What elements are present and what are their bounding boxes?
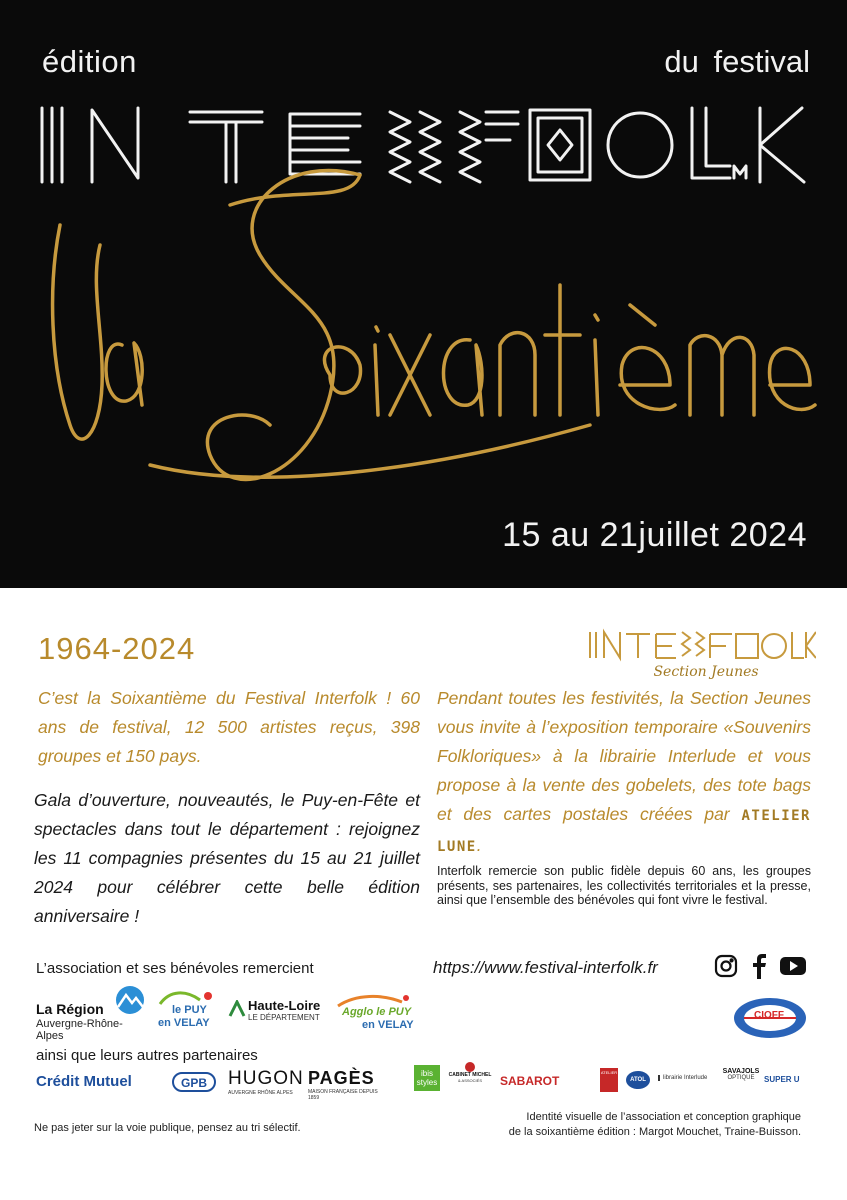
facebook-icon[interactable] bbox=[750, 953, 768, 984]
hugon-name: HUGON bbox=[228, 1068, 304, 1089]
hugon-logo bbox=[228, 1068, 304, 1100]
michel-name: CABINET MICHEL bbox=[448, 1072, 492, 1078]
cioff-name: CIOFF bbox=[754, 1010, 784, 1021]
credits-line-1: Identité visuelle de l’association et conception graphique bbox=[526, 1111, 801, 1123]
savajols-sub: OPTIQUE bbox=[727, 1075, 755, 1081]
puy-en-velay-logo bbox=[156, 988, 220, 1032]
atelier-logo bbox=[600, 1068, 618, 1092]
ibis-styles-logo bbox=[414, 1065, 440, 1091]
pages-sub: MAISON FRANÇAISE DEPUIS 1859 bbox=[308, 1089, 378, 1101]
atol-logo bbox=[626, 1071, 650, 1089]
section-jeunes-text: Pendant toutes les festivités, la Section Jeunes vous invite à l’exposition temporaire «Souvenirs Folkloriques» à la librairie Interlude et vous propose à la vente des gobelets, des tote bags et des cartes postales créées par bbox=[437, 688, 811, 824]
atelier-lune-name: ATELIER LUNE bbox=[437, 808, 811, 855]
michel-mark bbox=[465, 1062, 475, 1072]
youtube-icon[interactable] bbox=[780, 956, 806, 981]
hero-banner bbox=[0, 0, 847, 588]
du-festival-label: du festival bbox=[664, 44, 810, 79]
region-sub: Auvergne-Rhône-Alpes bbox=[36, 1018, 123, 1042]
region-logo bbox=[36, 985, 148, 1042]
recycling-notice: Ne pas jeter sur la voie publique, pensez au tri sélectif. bbox=[34, 1122, 301, 1134]
agglo-line2: en VELAY bbox=[362, 1019, 414, 1031]
cioff-logo bbox=[730, 990, 810, 1042]
website-link[interactable]: https://www.festival-interfolk.fr bbox=[433, 958, 658, 977]
soixantieme-script-logo bbox=[30, 165, 820, 525]
haute-loire-line2: LE DÉPARTEMENT bbox=[248, 1013, 320, 1022]
years-heading: 1964-2024 bbox=[38, 631, 196, 666]
credits-line-2: de la soixantième édition : Margot Mouchet, Traine-Buisson. bbox=[508, 1126, 801, 1138]
cabinet-michel-logo bbox=[448, 1062, 492, 1096]
super-u-logo: SUPER U bbox=[764, 1075, 800, 1084]
savajols-logo bbox=[722, 1068, 760, 1096]
pages-logo bbox=[308, 1068, 378, 1100]
atelier-period: . bbox=[476, 835, 482, 855]
haute-loire-line1: Haute-Loire bbox=[248, 998, 321, 1013]
festival-dates: 15 au 21juillet 2024 bbox=[502, 516, 807, 554]
social-links bbox=[714, 954, 814, 982]
savajols-name: SAVAJOLS bbox=[722, 1068, 760, 1075]
gpb-logo bbox=[172, 1072, 216, 1092]
agglo-puy-logo bbox=[336, 992, 416, 1034]
region-name: La Région bbox=[36, 1001, 104, 1017]
intro-paragraph: C’est la Soixantième du Festival Interfolk ! 60 ans de festival, 12 500 artistes reçus, 398 groupes et 150 pays. bbox=[38, 688, 420, 766]
hugon-sub: AUVERGNE RHÔNE ALPES bbox=[228, 1090, 293, 1096]
thanks-paragraph: Interfolk remercie son public fidèle depuis 60 ans, les groupes présents, ses partenaires, les collectivités territoriales et la presse, ainsi que l’ensemble des bénévoles qui font vivre le festival. bbox=[437, 864, 811, 907]
atelier-text: ATELIER bbox=[600, 1070, 618, 1075]
edition-label: édition bbox=[42, 44, 137, 79]
gala-paragraph: Gala d’ouverture, nouveautés, le Puy-en-Fête et spectacles dans tout le département : rejoignez les 11 compagnies présentes du 15 au 21 juillet 2024 pour célébrer cette belle édition anniversaire ! bbox=[34, 790, 420, 926]
instagram-icon[interactable] bbox=[714, 954, 738, 983]
credit-mutuel-logo: Crédit Mutuel bbox=[36, 1073, 132, 1090]
association-thanks: L’association et ses bénévoles remercient bbox=[36, 960, 314, 977]
sabarot-logo: SABAROT bbox=[500, 1074, 560, 1088]
haute-loire-logo bbox=[228, 998, 328, 1026]
michel-sub: & ASSOCIÉS bbox=[457, 1078, 482, 1083]
agglo-line1: Agglo le PUY bbox=[342, 1006, 412, 1018]
atol-text: ATOL bbox=[630, 1077, 646, 1083]
puy-line1: le PUY bbox=[172, 1004, 207, 1016]
credits bbox=[441, 1110, 801, 1140]
puy-line2: en VELAY bbox=[158, 1017, 210, 1029]
pages-name: PAGÈS bbox=[308, 1068, 375, 1088]
section-jeunes-paragraph bbox=[437, 684, 811, 862]
svg-text:Section Jeunes: Section Jeunes bbox=[653, 664, 759, 680]
interlude-logo: librairie Interlude bbox=[658, 1075, 707, 1081]
other-partners-title: ainsi que leurs autres partenaires bbox=[36, 1047, 258, 1064]
ibis-text: ibis styles bbox=[416, 1069, 438, 1087]
interfolk-section-jeunes-logo bbox=[586, 626, 816, 682]
gpb-text: GPB bbox=[180, 1076, 207, 1090]
